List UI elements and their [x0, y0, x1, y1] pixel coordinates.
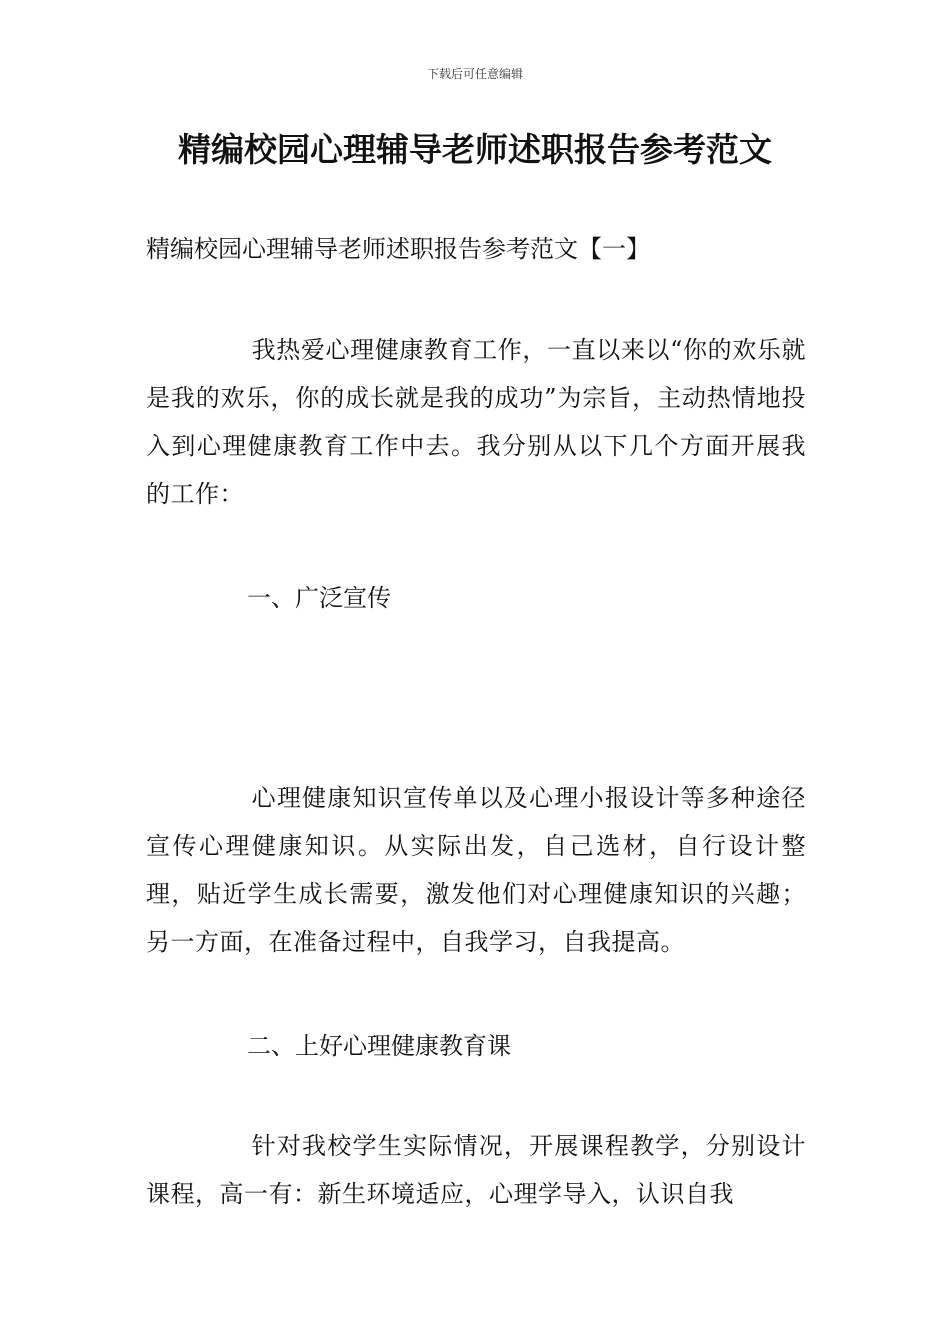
page-title: 精编校园心理辅导老师述职报告参考范文	[178, 130, 772, 169]
paragraph-publicity: 心理健康知识宣传单以及心理小报设计等多种途径宣传心理健康知识。从实际出发，自己选材，自行设计整理，贴近学生成长需要，激发他们对心理健康知识的兴趣；另一方面，在准备过程中，自我学习，自我提高。	[146, 784, 806, 956]
header-note: 下载后可任意编辑	[426, 67, 523, 81]
paragraph-classes: 针对我校学生实际情况，开展课程教学，分别设计课程，高一有：新生环境适应，心理学导入，认识自我	[146, 1132, 806, 1208]
heading-classes: 二、上好心理健康教育课	[247, 1032, 511, 1060]
heading-publicity: 一、广泛宣传	[247, 584, 391, 612]
section-title: 精编校园心理辅导老师述职报告参考范文【一】	[146, 235, 650, 263]
paragraph-intro: 我热爱心理健康教育工作，一直以来以“你的欢乐就是我的欢乐，你的成长就是我的成功”为宗旨，主动热情地投入到心理健康教育工作中去。我分别从以下几个方面开展我的工作：	[146, 336, 806, 508]
